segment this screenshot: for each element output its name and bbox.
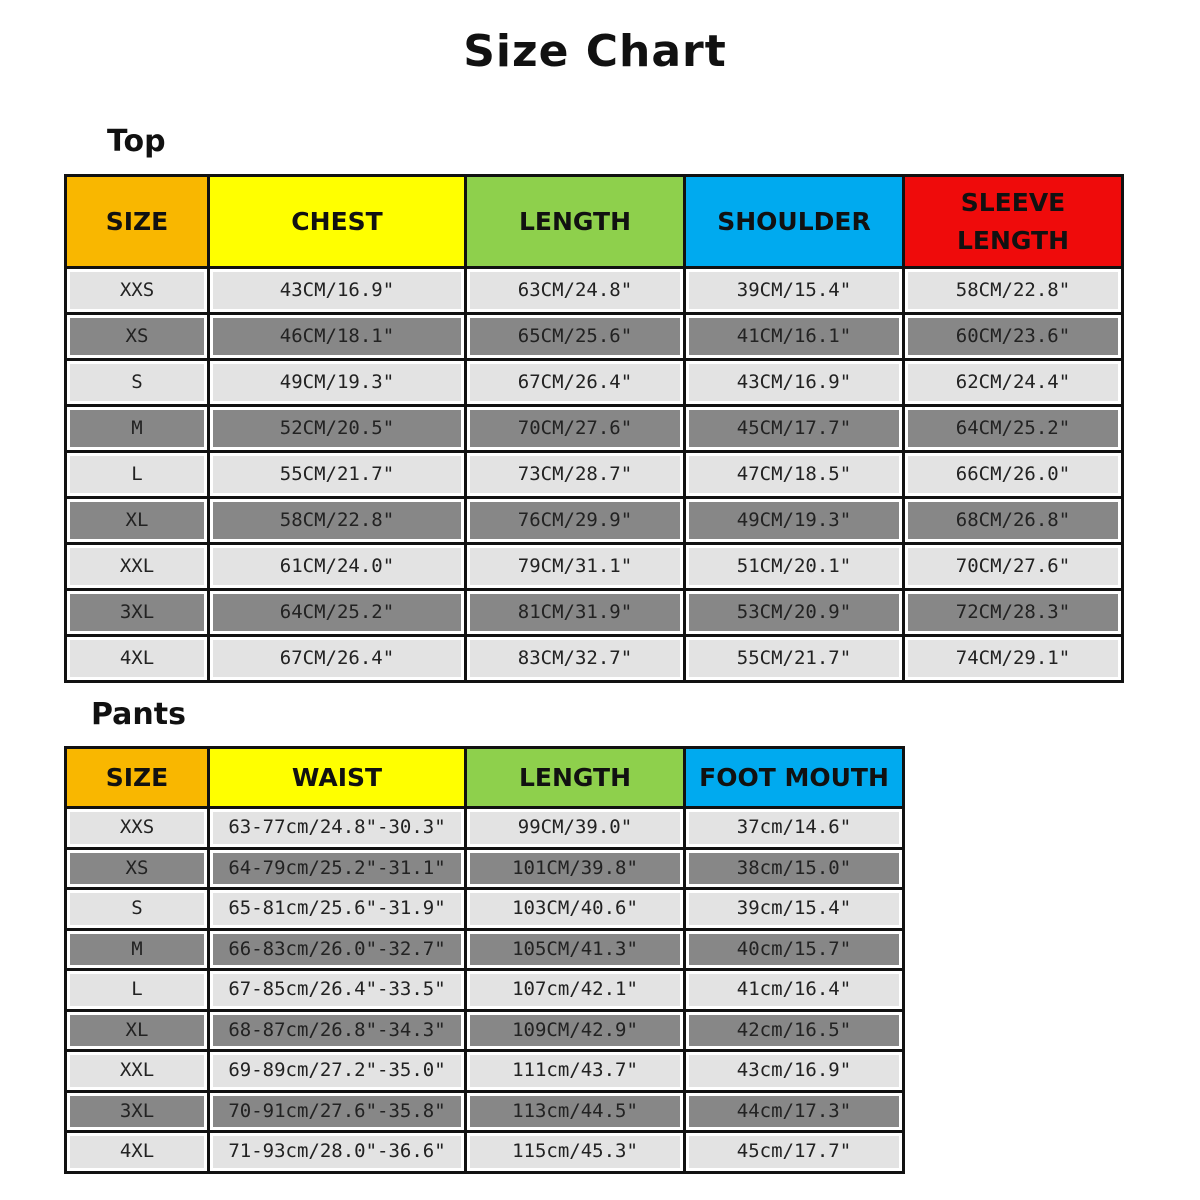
top-table-cell [904, 452, 1123, 498]
top-cell-value: 60CM/23.6" [908, 318, 1118, 355]
pants-table-cell [466, 808, 685, 849]
top-cell-value: XXS [70, 272, 204, 309]
pants-cell-value: 103CM/40.6" [470, 893, 680, 925]
pants-table-cell [66, 889, 209, 930]
top-table-cell [66, 452, 209, 498]
top-cell-value: M [70, 410, 204, 447]
top-cell-value: 55CM/21.7" [689, 640, 899, 677]
top-table-cell [209, 360, 466, 406]
pants-header-size: SIZE [66, 748, 209, 808]
pants-table-cell [685, 970, 904, 1011]
top-cell-value: 4XL [70, 640, 204, 677]
top-table-cell [209, 498, 466, 544]
top-table-row [66, 268, 1123, 314]
pants-cell-value: 105CM/41.3" [470, 934, 680, 966]
pants-table-cell [466, 1132, 685, 1173]
top-table-cell [685, 360, 904, 406]
pants-cell-value: 99CM/39.0" [470, 812, 680, 844]
top-cell-value: 73CM/28.7" [470, 456, 680, 493]
top-cell-value: 62CM/24.4" [908, 364, 1118, 401]
top-cell-value: 83CM/32.7" [470, 640, 680, 677]
top-cell-value: XL [70, 502, 204, 539]
pants-table-cell [685, 889, 904, 930]
top-table-row [66, 452, 1123, 498]
top-cell-value: 55CM/21.7" [213, 456, 461, 493]
top-cell-value: 49CM/19.3" [213, 364, 461, 401]
pants-table-cell [209, 1010, 466, 1051]
top-size-table [64, 174, 1124, 683]
pants-cell-value: XL [70, 1015, 204, 1047]
pants-header-length: LENGTH [466, 748, 685, 808]
pants-table-cell [209, 808, 466, 849]
pants-cell-value: 45cm/17.7" [689, 1136, 899, 1168]
pants-table-cell [685, 808, 904, 849]
top-cell-value: 67CM/26.4" [213, 640, 461, 677]
top-table-cell [66, 544, 209, 590]
pants-table-cell [466, 848, 685, 889]
pants-table-cell [209, 1091, 466, 1132]
pants-cell-value: 115cm/45.3" [470, 1136, 680, 1168]
top-table-cell [904, 544, 1123, 590]
pants-table-cell [466, 1051, 685, 1092]
top-table-cell [66, 360, 209, 406]
pants-table-row [66, 1010, 904, 1051]
top-table-cell [466, 452, 685, 498]
pants-table-cell [209, 970, 466, 1011]
pants-table-cell [466, 929, 685, 970]
pants-cell-value: 67-85cm/26.4"-33.5" [213, 974, 461, 1006]
top-header-chest: CHEST [209, 176, 466, 268]
top-table-cell [466, 360, 685, 406]
top-header-shoulder: SHOULDER [685, 176, 904, 268]
top-table-cell [209, 406, 466, 452]
pants-cell-value: 101CM/39.8" [470, 853, 680, 885]
top-table-cell [466, 406, 685, 452]
top-table-cell [209, 268, 466, 314]
top-table-cell [904, 636, 1123, 682]
top-cell-value: 43CM/16.9" [689, 364, 899, 401]
top-cell-value: 66CM/26.0" [908, 456, 1118, 493]
top-table-cell [685, 544, 904, 590]
top-table-cell [466, 268, 685, 314]
pants-cell-value: 3XL [70, 1096, 204, 1128]
pants-cell-value: S [70, 893, 204, 925]
pants-cell-value: 113cm/44.5" [470, 1096, 680, 1128]
top-table-cell [685, 314, 904, 360]
top-cell-value: 79CM/31.1" [470, 548, 680, 585]
pants-table-cell [685, 848, 904, 889]
top-cell-value: 46CM/18.1" [213, 318, 461, 355]
top-table-cell [685, 452, 904, 498]
top-cell-value: 76CM/29.9" [470, 502, 680, 539]
top-table-cell [209, 314, 466, 360]
pants-cell-value: L [70, 974, 204, 1006]
top-cell-value: 3XL [70, 594, 204, 631]
top-cell-value: XXL [70, 548, 204, 585]
page-title: Size Chart [463, 26, 727, 77]
pants-table-row [66, 848, 904, 889]
pants-cell-value: 70-91cm/27.6"-35.8" [213, 1096, 461, 1128]
top-table-cell [66, 590, 209, 636]
pants-table-cell [685, 1132, 904, 1173]
pants-header-waist: WAIST [209, 748, 466, 808]
top-cell-value: 49CM/19.3" [689, 502, 899, 539]
pants-cell-value: 37cm/14.6" [689, 812, 899, 844]
top-section-label: Top [107, 124, 166, 159]
pants-table-cell [66, 848, 209, 889]
pants-table-cell [209, 1132, 466, 1173]
top-table-cell [904, 590, 1123, 636]
top-cell-value: L [70, 456, 204, 493]
top-table-cell [466, 636, 685, 682]
top-table-cell [685, 498, 904, 544]
pants-cell-value: XXS [70, 812, 204, 844]
pants-table-cell [466, 1091, 685, 1132]
top-cell-value: 64CM/25.2" [213, 594, 461, 631]
pants-cell-value: 39cm/15.4" [689, 893, 899, 925]
top-table-cell [466, 590, 685, 636]
pants-size-table [64, 746, 905, 1174]
pants-cell-value: 41cm/16.4" [689, 974, 899, 1006]
pants-table-cell [466, 970, 685, 1011]
top-cell-value: 64CM/25.2" [908, 410, 1118, 447]
pants-cell-value: XS [70, 853, 204, 885]
pants-cell-value: 69-89cm/27.2"-35.0" [213, 1055, 461, 1087]
top-table-cell [209, 636, 466, 682]
top-table-cell [66, 268, 209, 314]
top-table-cell [904, 268, 1123, 314]
top-cell-value: 58CM/22.8" [213, 502, 461, 539]
top-cell-value: S [70, 364, 204, 401]
top-cell-value: 45CM/17.7" [689, 410, 899, 447]
top-header-length: LENGTH [466, 176, 685, 268]
pants-header-foot-mouth: FOOT MOUTH [685, 748, 904, 808]
top-table-row [66, 636, 1123, 682]
pants-table-cell [66, 1010, 209, 1051]
pants-table-cell [209, 929, 466, 970]
top-table-cell [685, 590, 904, 636]
top-table-row [66, 360, 1123, 406]
top-cell-value: 70CM/27.6" [908, 548, 1118, 585]
top-cell-value: 51CM/20.1" [689, 548, 899, 585]
top-table-cell [466, 314, 685, 360]
pants-table-row [66, 1051, 904, 1092]
pants-cell-value: 111cm/43.7" [470, 1055, 680, 1087]
top-cell-value: 61CM/24.0" [213, 548, 461, 585]
top-cell-value: 81CM/31.9" [470, 594, 680, 631]
pants-cell-value: 42cm/16.5" [689, 1015, 899, 1047]
pants-header-row [66, 748, 904, 808]
top-cell-value: 68CM/26.8" [908, 502, 1118, 539]
top-cell-value: 43CM/16.9" [213, 272, 461, 309]
top-cell-value: 41CM/16.1" [689, 318, 899, 355]
pants-cell-value: 43cm/16.9" [689, 1055, 899, 1087]
top-table-cell [685, 268, 904, 314]
pants-table-row [66, 1091, 904, 1132]
top-cell-value: 72CM/28.3" [908, 594, 1118, 631]
top-header-size: SIZE [66, 176, 209, 268]
top-cell-value: 53CM/20.9" [689, 594, 899, 631]
top-table-cell [209, 452, 466, 498]
pants-cell-value: 63-77cm/24.8"-30.3" [213, 812, 461, 844]
top-table-cell [685, 406, 904, 452]
top-header-row [66, 176, 1123, 268]
top-table-cell [904, 360, 1123, 406]
pants-table-cell [466, 1010, 685, 1051]
pants-cell-value: M [70, 934, 204, 966]
top-cell-value: 58CM/22.8" [908, 272, 1118, 309]
top-cell-value: 74CM/29.1" [908, 640, 1118, 677]
pants-table-cell [685, 929, 904, 970]
top-table-cell [209, 590, 466, 636]
pants-cell-value: 64-79cm/25.2"-31.1" [213, 853, 461, 885]
pants-cell-value: XXL [70, 1055, 204, 1087]
top-header-sleeve-length: SLEEVE LENGTH [904, 176, 1123, 268]
top-table-cell [904, 498, 1123, 544]
top-cell-value: 65CM/25.6" [470, 318, 680, 355]
pants-cell-value: 40cm/15.7" [689, 934, 899, 966]
top-table-cell [209, 544, 466, 590]
top-table-cell [66, 406, 209, 452]
top-table-row [66, 498, 1123, 544]
top-cell-value: 67CM/26.4" [470, 364, 680, 401]
top-table-cell [466, 544, 685, 590]
pants-table-cell [209, 1051, 466, 1092]
pants-cell-value: 65-81cm/25.6"-31.9" [213, 893, 461, 925]
top-cell-value: 52CM/20.5" [213, 410, 461, 447]
pants-cell-value: 107cm/42.1" [470, 974, 680, 1006]
pants-cell-value: 71-93cm/28.0"-36.6" [213, 1136, 461, 1168]
top-cell-value: 63CM/24.8" [470, 272, 680, 309]
top-table-row [66, 406, 1123, 452]
pants-cell-value: 44cm/17.3" [689, 1096, 899, 1128]
top-table-row [66, 544, 1123, 590]
pants-table-cell [66, 1051, 209, 1092]
top-cell-value: 47CM/18.5" [689, 456, 899, 493]
pants-cell-value: 109CM/42.9" [470, 1015, 680, 1047]
pants-table-cell [66, 1091, 209, 1132]
pants-cell-value: 4XL [70, 1136, 204, 1168]
top-table-cell [904, 406, 1123, 452]
top-table-cell [904, 314, 1123, 360]
top-table-cell [685, 636, 904, 682]
pants-table-row [66, 889, 904, 930]
top-table-cell [66, 636, 209, 682]
pants-cell-value: 38cm/15.0" [689, 853, 899, 885]
pants-table-cell [66, 970, 209, 1011]
pants-table-cell [685, 1091, 904, 1132]
pants-cell-value: 68-87cm/26.8"-34.3" [213, 1015, 461, 1047]
top-table-cell [66, 314, 209, 360]
pants-section-label: Pants [91, 697, 186, 732]
top-cell-value: 39CM/15.4" [689, 272, 899, 309]
pants-table-cell [685, 1010, 904, 1051]
pants-table-cell [209, 889, 466, 930]
pants-table-cell [66, 929, 209, 970]
pants-table-row [66, 808, 904, 849]
pants-table-cell [685, 1051, 904, 1092]
top-table-cell [466, 498, 685, 544]
pants-table-cell [209, 848, 466, 889]
top-table-row [66, 590, 1123, 636]
pants-table-cell [66, 808, 209, 849]
pants-cell-value: 66-83cm/26.0"-32.7" [213, 934, 461, 966]
pants-table-row [66, 970, 904, 1011]
top-cell-value: 70CM/27.6" [470, 410, 680, 447]
top-cell-value: XS [70, 318, 204, 355]
pants-table-cell [466, 889, 685, 930]
pants-table-row [66, 929, 904, 970]
pants-table-cell [66, 1132, 209, 1173]
top-table-row [66, 314, 1123, 360]
top-table-cell [66, 498, 209, 544]
pants-table-row [66, 1132, 904, 1173]
